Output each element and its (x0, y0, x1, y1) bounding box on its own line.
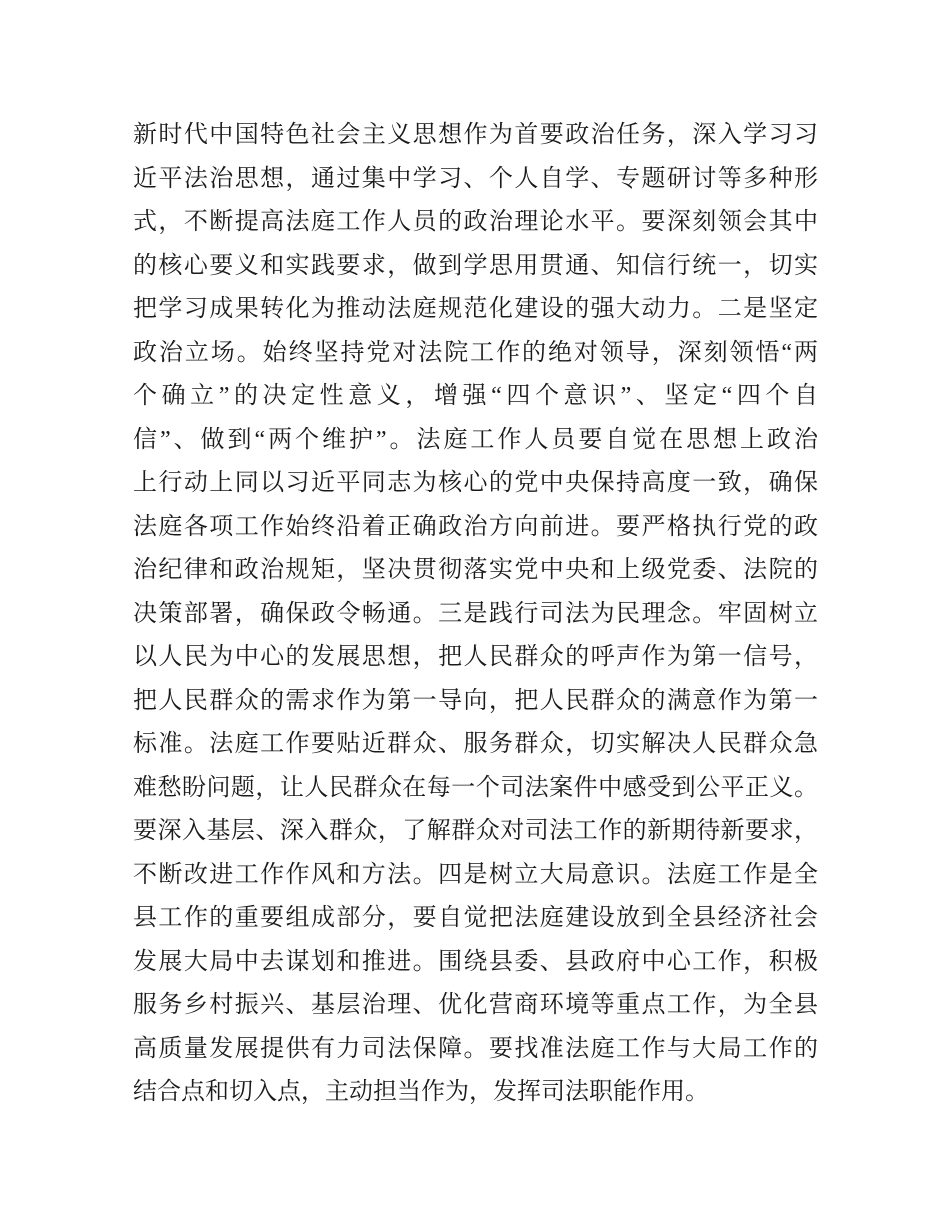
text-line: 近平法治思想，通过集中学习、个人自学、专题研讨等多种形 (133, 165, 818, 192)
text-line: 上行动上同以习近平同志为核心的党中央保持高度一致，确保 (133, 470, 818, 496)
text-line: 信”、做到“两个维护”。法庭工作人员要自觉在思想上政治 (133, 426, 818, 453)
text-line: 难愁盼问题，让人民群众在每一个司法案件中感受到公平正义。 (133, 774, 818, 801)
text-line: 以人民为中心的发展思想，把人民群众的呼声作为第一信号， (133, 644, 818, 670)
text-line: 要深入基层、深入群众，了解群众对司法工作的新期待新要求， (133, 818, 818, 844)
text-line: 标准。法庭工作要贴近群众、服务群众，切实解决人民群众急 (133, 731, 818, 757)
text-line: 式，不断提高法庭工作人员的政治理论水平。要深刻领会其中 (133, 209, 818, 235)
text-line: 治纪律和政治规矩，坚决贯彻落实党中央和上级党委、法院的 (133, 557, 818, 583)
text-line: 决策部署，确保政令畅通。三是践行司法为民理念。牢固树立 (133, 600, 818, 627)
document-text-block (133, 114, 818, 1115)
text-line: 服务乡村振兴、基层治理、优化营商环境等重点工作，为全县 (133, 992, 818, 1018)
text-line: 不断改进工作作风和方法。四是树立大局意识。法庭工作是全 (133, 861, 818, 888)
text-line: 政治立场。始终坚持党对法院工作的绝对领导，深刻领悟“两 (133, 339, 818, 366)
text-line: 发展大局中去谋划和推进。围绕县委、县政府中心工作，积极 (133, 948, 818, 975)
text-line: 法庭各项工作始终沿着正确政治方向前进。要严格执行党的政 (133, 513, 818, 540)
text-line: 把人民群众的需求作为第一导向，把人民群众的满意作为第一 (133, 687, 818, 714)
text-line: 结合点和切入点，主动担当作为，发挥司法职能作用。 (133, 1079, 709, 1105)
text-line: 高质量发展提供有力司法保障。要找准法庭工作与大局工作的 (133, 1035, 818, 1062)
text-line: 的核心要义和实践要求，做到学思用贯通、知信行统一，切实 (133, 252, 818, 279)
text-line: 新时代中国特色社会主义思想作为首要政治任务，深入学习习 (133, 122, 818, 148)
text-line: 县工作的重要组成部分，要自觉把法庭建设放到全县经济社会 (133, 905, 818, 931)
text-line: 把学习成果转化为推动法庭规范化建设的强大动力。二是坚定 (133, 296, 818, 322)
text-line: 个确立”的决定性意义，增强“四个意识”、坚定“四个自 (133, 383, 818, 409)
